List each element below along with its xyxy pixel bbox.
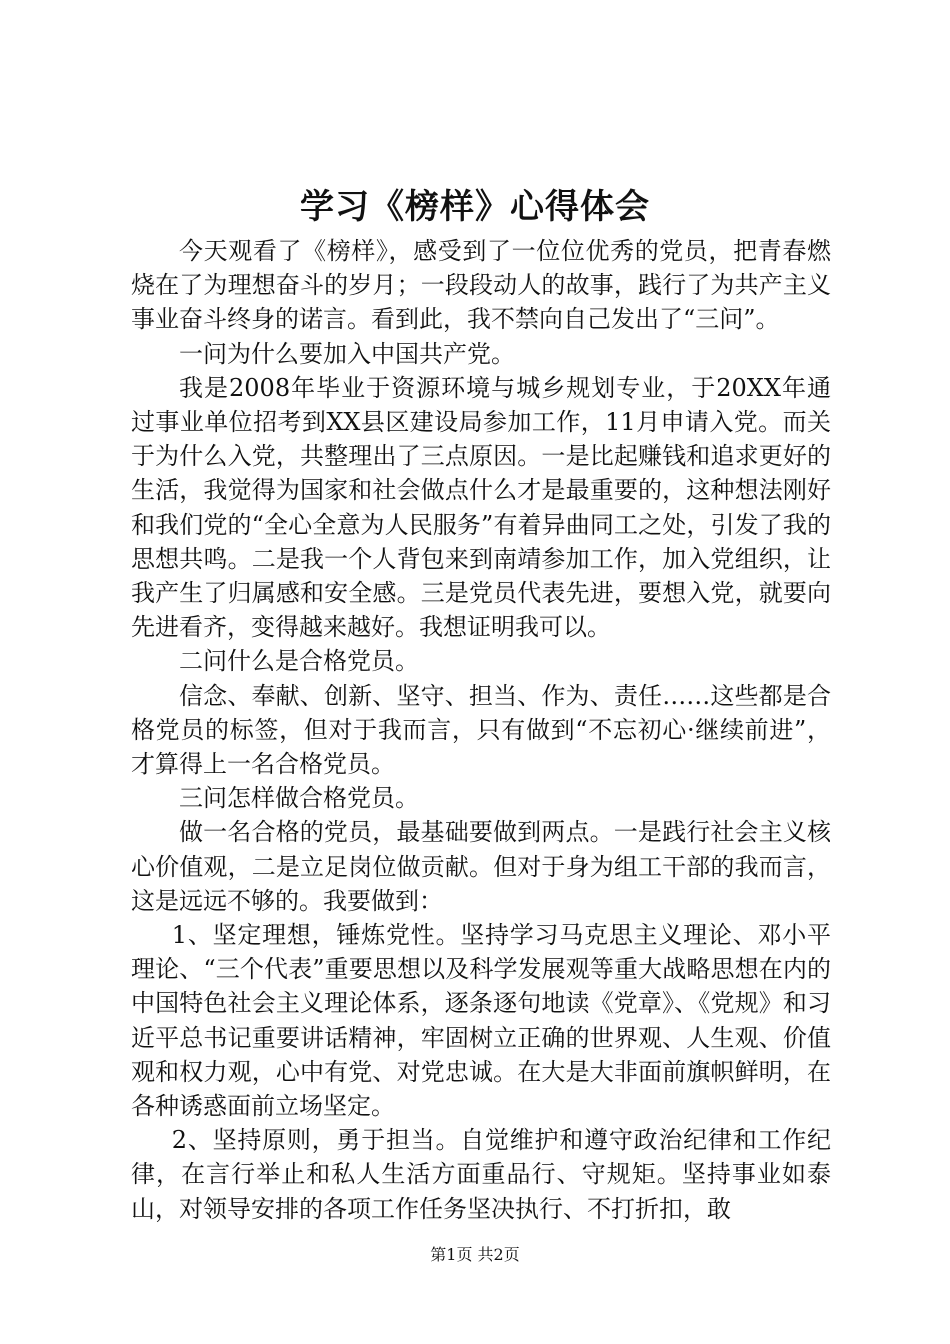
paragraph-question-3: 三问怎样做合格党员。 [179,784,419,813]
paragraph-intro: 今天观看了《榜样》，感受到了一位位优秀的党员，把青春燃烧在了为理想奋斗的岁月；一段段动人的故事，践行了为共产主义事业奋斗终身的诺言。看到此，我不禁向自己发出了“三问”。 [131,237,831,334]
paragraph-answer-1: 我是2008年毕业于资源环境与城乡规划专业，于20XX年通过事业单位招考到XX县区建设局参加工作，11月申请入党。而关于为什么入党，共整理出了三点原因。一是比起赚钱和追求更好的生活，我觉得为国家和社会做点什么才是最重要的，这种想法刚好和我们党的“全心全意为人民服务”有着异曲同工之处，引发了我的思想共鸣。二是我一个人背包来到南靖参加工作，加入党组织，让我产生了归属感和安全感。三是党员代表先进，要想入党，就要向先进看齐，变得越来越好。我想证明我可以。 [131,373,831,642]
paragraph-item-1: 1、坚定理想，锤炼党性。坚持学习马克思主义理论、邓小平理论、“三个代表”重要思想以及科学发展观等重大战略思想在内的中国特色社会主义理论体系，逐条逐句地读《党章》、《党规》和习近平总书记重要讲话精神，牢固树立正确的世界观、人生观、价值观和权力观，心中有党、对党忠诚。在大是大非面前旗帜鲜明，在各种诱惑面前立场坚定。 [131,921,831,1121]
paragraph-answer-2: 信念、奉献、创新、坚守、担当、作为、责任……这些都是合格党员的标签，但对于我而言，只有做到“不忘初心·继续前进”，才算得上一名合格党员。 [131,681,831,779]
document-title: 学习《榜样》心得体会 [300,187,650,227]
paragraph-item-2: 2、坚持原则，勇于担当。自觉维护和遵守政治纪律和工作纪律，在言行举止和私人生活方面重品行、守规矩。坚持事业如泰山，对领导安排的各项工作任务坚决执行、不打折扣，敢 [131,1126,831,1223]
page-number-footer: 第1页 共2页 [430,1245,520,1264]
document-body [131,234,831,1226]
paragraph-answer-3: 做一名合格的党员，最基础要做到两点。一是践行社会主义核心价值观，二是立足岗位做贡献。但对于身为组工干部的我而言，这是远远不够的。我要做到： [131,818,831,915]
paragraph-question-1: 一问为什么要加入中国共产党。 [179,339,515,368]
paragraph-question-2: 二问什么是合格党员。 [179,647,419,676]
